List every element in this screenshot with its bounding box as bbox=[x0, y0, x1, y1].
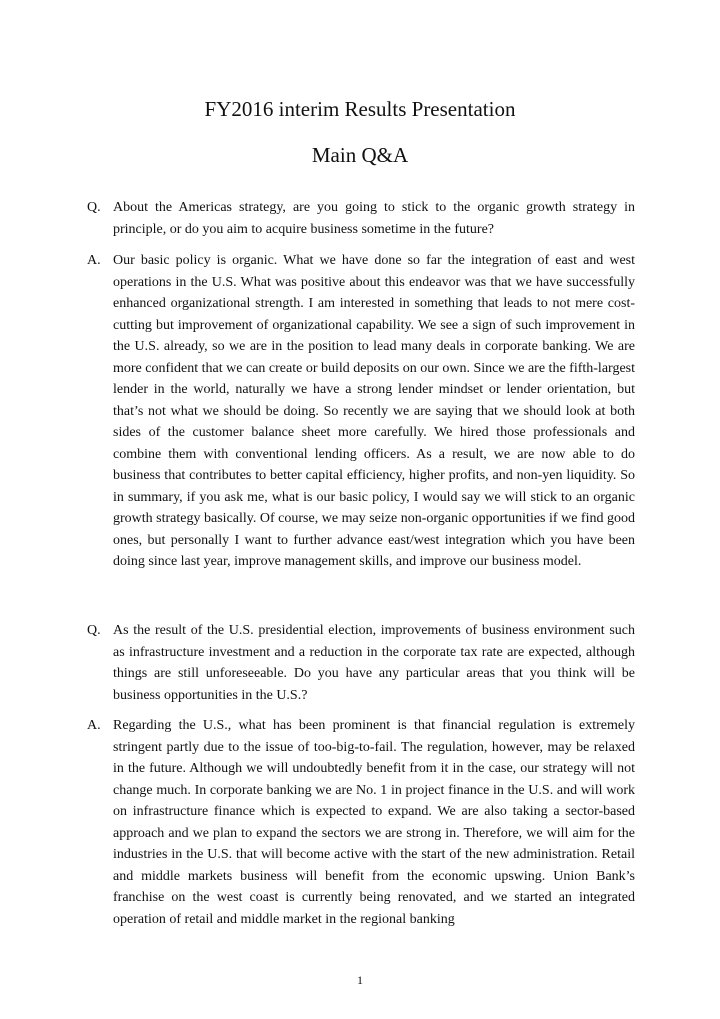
question-1 bbox=[87, 197, 635, 240]
answer-text: Regarding the U.S., what has been prominent is that financial regulation is extremely stringent partly due to the issue of too-big-to-fail. The regulation, however, may be relaxed in the future. Although we will undoubtedly benefit from it in the case, our strategy will not change much. In corporate banking we are No. 1 in project finance in the U.S. and will work on infrastructure finance which is expected to expand. We are also taking a sector-based approach and we plan to expand the sectors we are strong in. Therefore, we will aim for the industries in the U.S. that will become active with the start of the new administration. Retail and middle markets business will benefit from the economic upswing. Union Bank’s franchise on the west coast is currently being renovated, and we started an integrated operation of retail and middle market in the regional banking bbox=[113, 718, 635, 927]
question-text: As the result of the U.S. presidential election, improvements of business environment such as infrastructure investment and a reduction in the corporate tax rate are expected, although things are still unforeseeable. Do you have any particular areas that you think will be business opportunities in the U.S.? bbox=[113, 623, 635, 703]
answer-marker: A. bbox=[87, 718, 101, 733]
answer-1 bbox=[87, 250, 635, 573]
question-marker: Q. bbox=[87, 200, 101, 215]
answer-text: Our basic policy is organic. What we have done so far the integration of east and west operations in the U.S. What was positive about this endeavor was that we have successfully enhanced organizational strength. I am interested in something that leads to not mere cost-cutting but improvement of organizational capability. We see a sign of such improvement in the U.S. already, so we are in the position to lead many deals in corporate banking. We are more confident that we can create or build deposits on our own. Since we are the fifth-largest lender in the world, naturally we have a strong lender mindset or lender orientation, but that’s not what we should be doing. So recently we are saying that we should look at both sides of the customer balance sheet more carefully. We hired those professionals and combine them with conventional lending officers. As a result, we are now able to do business that contributes to better capital efficiency, higher profits, and non-yen liquidity. So in summary, if you ask me, what is our basic policy, I would say we will stick to an organic growth strategy basically. Of course, we may seize non-organic opportunities if we find good ones, but personally I want to further advance east/west integration which you have been doing since last year, improve management skills, and improve our business model. bbox=[113, 253, 635, 569]
page-subtitle: Main Q&A bbox=[311, 143, 409, 167]
question-2 bbox=[87, 620, 635, 706]
page-title: FY2016 interim Results Presentation bbox=[204, 97, 516, 121]
question-marker: Q. bbox=[87, 623, 101, 638]
answer-marker: A. bbox=[87, 253, 101, 268]
page-number: 1 bbox=[357, 973, 363, 987]
answer-2 bbox=[87, 715, 635, 930]
question-text: About the Americas strategy, are you going to stick to the organic growth strategy in principle, or do you aim to acquire business sometime in the future? bbox=[113, 200, 635, 237]
